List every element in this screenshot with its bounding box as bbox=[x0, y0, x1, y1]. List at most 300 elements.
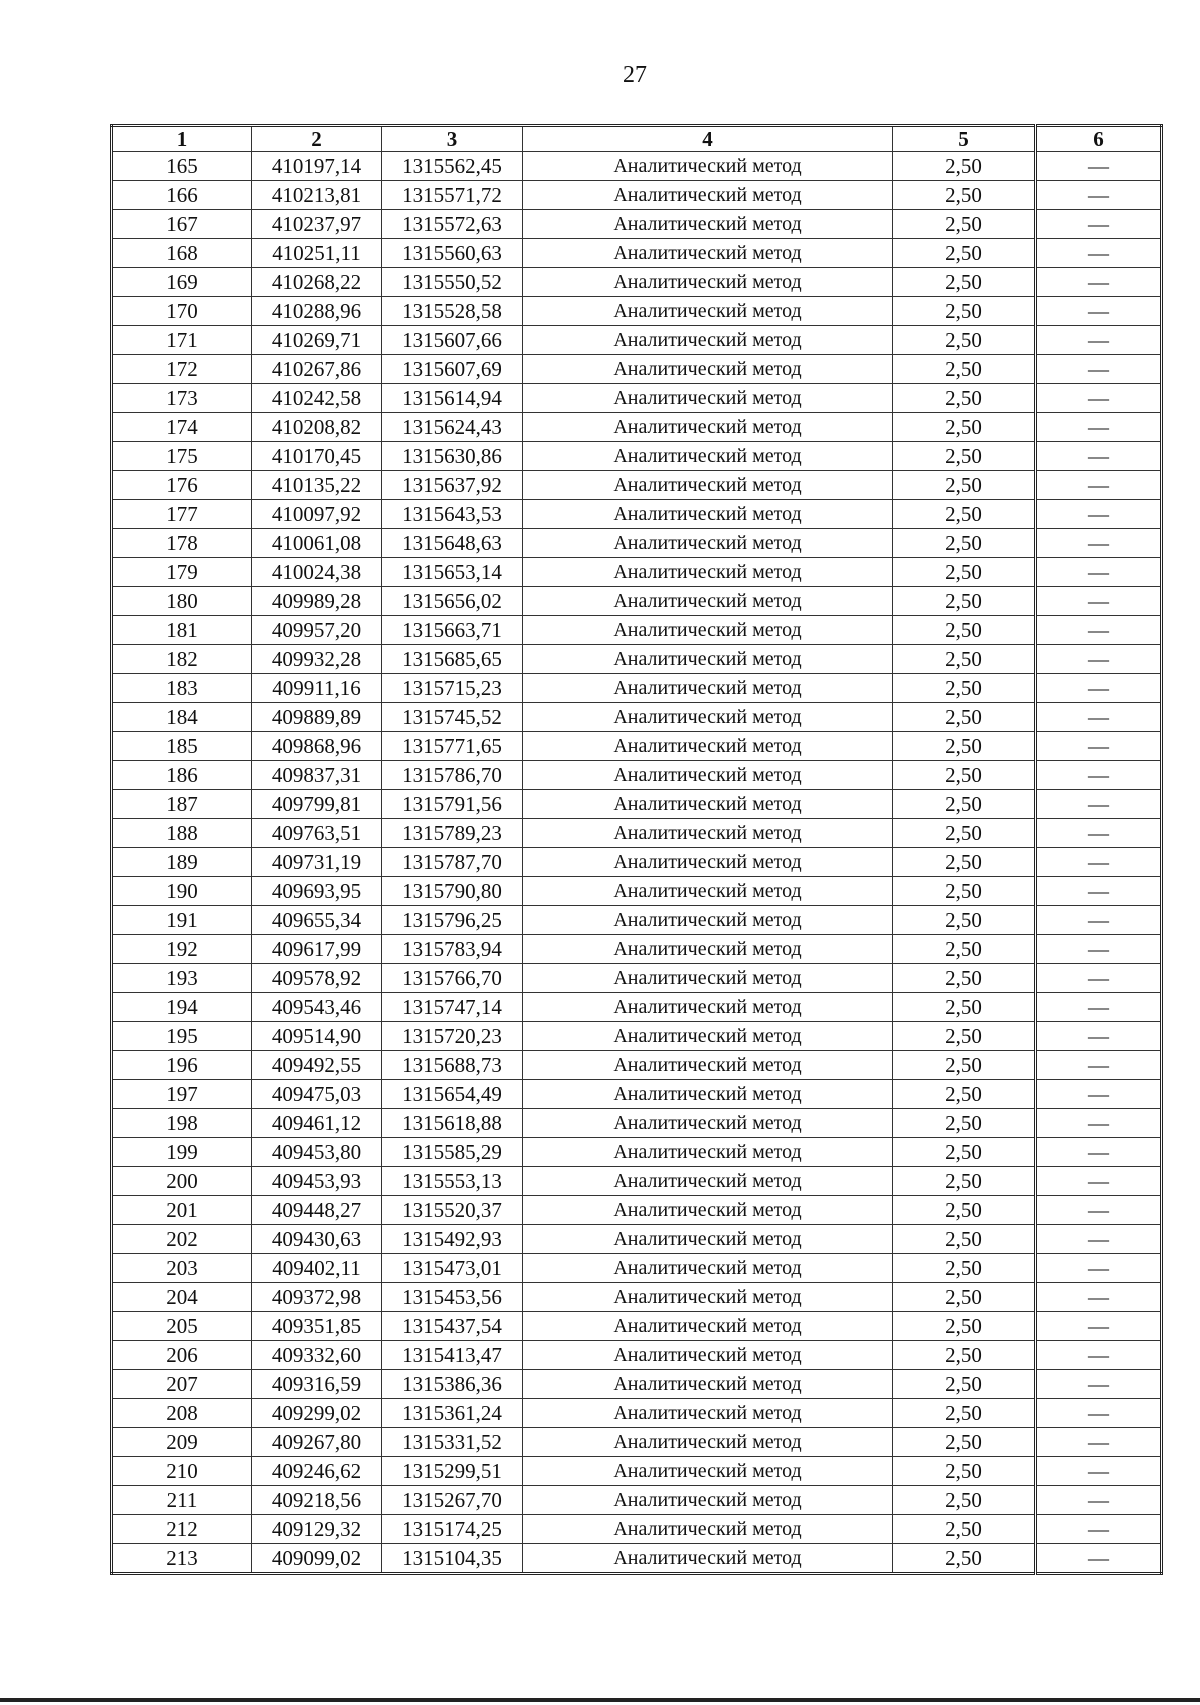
accuracy-cell: 2,50 bbox=[893, 906, 1036, 935]
point-number-cell: 191 bbox=[112, 906, 252, 935]
dash-cell: — bbox=[1036, 500, 1162, 529]
page-bottom-border bbox=[0, 1698, 1200, 1702]
point-number-cell: 194 bbox=[112, 993, 252, 1022]
accuracy-cell: 2,50 bbox=[893, 1457, 1036, 1486]
accuracy-cell: 2,50 bbox=[893, 529, 1036, 558]
point-number-cell: 212 bbox=[112, 1515, 252, 1544]
y-coordinate-cell: 1315766,70 bbox=[382, 964, 523, 993]
accuracy-cell: 2,50 bbox=[893, 471, 1036, 500]
x-coordinate-cell: 409889,89 bbox=[252, 703, 382, 732]
table-row bbox=[112, 819, 1162, 848]
table-row bbox=[112, 268, 1162, 297]
method-cell: Аналитический метод bbox=[523, 906, 893, 935]
accuracy-cell: 2,50 bbox=[893, 848, 1036, 877]
dash-cell: — bbox=[1036, 1399, 1162, 1428]
point-number-cell: 182 bbox=[112, 645, 252, 674]
y-coordinate-cell: 1315607,66 bbox=[382, 326, 523, 355]
dash-cell: — bbox=[1036, 1457, 1162, 1486]
accuracy-cell: 2,50 bbox=[893, 1370, 1036, 1399]
y-coordinate-cell: 1315720,23 bbox=[382, 1022, 523, 1051]
table-row bbox=[112, 1312, 1162, 1341]
table-header-row bbox=[112, 126, 1162, 152]
point-number-cell: 209 bbox=[112, 1428, 252, 1457]
y-coordinate-cell: 1315550,52 bbox=[382, 268, 523, 297]
y-coordinate-cell: 1315571,72 bbox=[382, 181, 523, 210]
point-number-cell: 198 bbox=[112, 1109, 252, 1138]
page-number: 27 bbox=[623, 62, 647, 88]
accuracy-cell: 2,50 bbox=[893, 993, 1036, 1022]
dash-cell: — bbox=[1036, 210, 1162, 239]
point-number-cell: 169 bbox=[112, 268, 252, 297]
accuracy-cell: 2,50 bbox=[893, 790, 1036, 819]
point-number-cell: 208 bbox=[112, 1399, 252, 1428]
accuracy-cell: 2,50 bbox=[893, 413, 1036, 442]
y-coordinate-cell: 1315786,70 bbox=[382, 761, 523, 790]
x-coordinate-cell: 410267,86 bbox=[252, 355, 382, 384]
accuracy-cell: 2,50 bbox=[893, 761, 1036, 790]
accuracy-cell: 2,50 bbox=[893, 645, 1036, 674]
accuracy-cell: 2,50 bbox=[893, 152, 1036, 181]
method-cell: Аналитический метод bbox=[523, 1080, 893, 1109]
dash-cell: — bbox=[1036, 1283, 1162, 1312]
table-row bbox=[112, 239, 1162, 268]
method-cell: Аналитический метод bbox=[523, 558, 893, 587]
y-coordinate-cell: 1315790,80 bbox=[382, 877, 523, 906]
dash-cell: — bbox=[1036, 239, 1162, 268]
method-cell: Аналитический метод bbox=[523, 1109, 893, 1138]
table-row bbox=[112, 500, 1162, 529]
accuracy-cell: 2,50 bbox=[893, 1254, 1036, 1283]
dash-cell: — bbox=[1036, 935, 1162, 964]
table-row bbox=[112, 616, 1162, 645]
table-row bbox=[112, 384, 1162, 413]
x-coordinate-cell: 410197,14 bbox=[252, 152, 382, 181]
table-row bbox=[112, 442, 1162, 471]
method-cell: Аналитический метод bbox=[523, 442, 893, 471]
dash-cell: — bbox=[1036, 1312, 1162, 1341]
dash-cell: — bbox=[1036, 1428, 1162, 1457]
point-number-cell: 179 bbox=[112, 558, 252, 587]
point-number-cell: 178 bbox=[112, 529, 252, 558]
point-number-cell: 199 bbox=[112, 1138, 252, 1167]
dash-cell: — bbox=[1036, 703, 1162, 732]
dash-cell: — bbox=[1036, 268, 1162, 297]
x-coordinate-cell: 409799,81 bbox=[252, 790, 382, 819]
dash-cell: — bbox=[1036, 674, 1162, 703]
table-row bbox=[112, 935, 1162, 964]
accuracy-cell: 2,50 bbox=[893, 210, 1036, 239]
x-coordinate-cell: 410213,81 bbox=[252, 181, 382, 210]
method-cell: Аналитический метод bbox=[523, 1138, 893, 1167]
table-row bbox=[112, 877, 1162, 906]
x-coordinate-cell: 409453,80 bbox=[252, 1138, 382, 1167]
method-cell: Аналитический метод bbox=[523, 732, 893, 761]
x-coordinate-cell: 409299,02 bbox=[252, 1399, 382, 1428]
point-number-cell: 203 bbox=[112, 1254, 252, 1283]
y-coordinate-cell: 1315637,92 bbox=[382, 471, 523, 500]
dash-cell: — bbox=[1036, 1138, 1162, 1167]
x-coordinate-cell: 409267,80 bbox=[252, 1428, 382, 1457]
accuracy-cell: 2,50 bbox=[893, 732, 1036, 761]
table-row bbox=[112, 703, 1162, 732]
x-coordinate-cell: 409763,51 bbox=[252, 819, 382, 848]
method-cell: Аналитический метод bbox=[523, 355, 893, 384]
method-cell: Аналитический метод bbox=[523, 210, 893, 239]
dash-cell: — bbox=[1036, 761, 1162, 790]
table-row bbox=[112, 1080, 1162, 1109]
y-coordinate-cell: 1315624,43 bbox=[382, 413, 523, 442]
y-coordinate-cell: 1315685,65 bbox=[382, 645, 523, 674]
y-coordinate-cell: 1315299,51 bbox=[382, 1457, 523, 1486]
y-coordinate-cell: 1315361,24 bbox=[382, 1399, 523, 1428]
x-coordinate-cell: 409514,90 bbox=[252, 1022, 382, 1051]
method-cell: Аналитический метод bbox=[523, 1370, 893, 1399]
y-coordinate-cell: 1315745,52 bbox=[382, 703, 523, 732]
table-row bbox=[112, 181, 1162, 210]
dash-cell: — bbox=[1036, 732, 1162, 761]
y-coordinate-cell: 1315560,63 bbox=[382, 239, 523, 268]
x-coordinate-cell: 409402,11 bbox=[252, 1254, 382, 1283]
accuracy-cell: 2,50 bbox=[893, 1544, 1036, 1574]
x-coordinate-cell: 409316,59 bbox=[252, 1370, 382, 1399]
method-cell: Аналитический метод bbox=[523, 1225, 893, 1254]
x-coordinate-cell: 410135,22 bbox=[252, 471, 382, 500]
method-cell: Аналитический метод bbox=[523, 1428, 893, 1457]
table-row bbox=[112, 471, 1162, 500]
y-coordinate-cell: 1315492,93 bbox=[382, 1225, 523, 1254]
point-number-cell: 211 bbox=[112, 1486, 252, 1515]
point-number-cell: 205 bbox=[112, 1312, 252, 1341]
point-number-cell: 188 bbox=[112, 819, 252, 848]
accuracy-cell: 2,50 bbox=[893, 1109, 1036, 1138]
table-row bbox=[112, 848, 1162, 877]
point-number-cell: 200 bbox=[112, 1167, 252, 1196]
x-coordinate-cell: 409099,02 bbox=[252, 1544, 382, 1574]
point-number-cell: 168 bbox=[112, 239, 252, 268]
method-cell: Аналитический метод bbox=[523, 1341, 893, 1370]
x-coordinate-cell: 409332,60 bbox=[252, 1341, 382, 1370]
method-cell: Аналитический метод bbox=[523, 819, 893, 848]
point-number-cell: 171 bbox=[112, 326, 252, 355]
accuracy-cell: 2,50 bbox=[893, 1341, 1036, 1370]
point-number-cell: 165 bbox=[112, 152, 252, 181]
method-cell: Аналитический метод bbox=[523, 674, 893, 703]
accuracy-cell: 2,50 bbox=[893, 1167, 1036, 1196]
table-row bbox=[112, 790, 1162, 819]
table-row bbox=[112, 1428, 1162, 1457]
point-number-cell: 177 bbox=[112, 500, 252, 529]
y-coordinate-cell: 1315618,88 bbox=[382, 1109, 523, 1138]
y-coordinate-cell: 1315614,94 bbox=[382, 384, 523, 413]
method-cell: Аналитический метод bbox=[523, 587, 893, 616]
table-row bbox=[112, 1283, 1162, 1312]
dash-cell: — bbox=[1036, 442, 1162, 471]
x-coordinate-cell: 409129,32 bbox=[252, 1515, 382, 1544]
accuracy-cell: 2,50 bbox=[893, 1399, 1036, 1428]
y-coordinate-cell: 1315585,29 bbox=[382, 1138, 523, 1167]
method-cell: Аналитический метод bbox=[523, 326, 893, 355]
table-row bbox=[112, 761, 1162, 790]
table-row bbox=[112, 1196, 1162, 1225]
point-number-cell: 173 bbox=[112, 384, 252, 413]
method-cell: Аналитический метод bbox=[523, 1399, 893, 1428]
method-cell: Аналитический метод bbox=[523, 529, 893, 558]
accuracy-cell: 2,50 bbox=[893, 1515, 1036, 1544]
method-cell: Аналитический метод bbox=[523, 413, 893, 442]
y-coordinate-cell: 1315787,70 bbox=[382, 848, 523, 877]
point-number-cell: 213 bbox=[112, 1544, 252, 1574]
column-header-3: 3 bbox=[382, 126, 523, 152]
table-body bbox=[112, 152, 1162, 1574]
point-number-cell: 184 bbox=[112, 703, 252, 732]
method-cell: Аналитический метод bbox=[523, 877, 893, 906]
method-cell: Аналитический метод bbox=[523, 1486, 893, 1515]
x-coordinate-cell: 410251,11 bbox=[252, 239, 382, 268]
coordinates-table bbox=[110, 124, 1163, 1575]
y-coordinate-cell: 1315630,86 bbox=[382, 442, 523, 471]
x-coordinate-cell: 409868,96 bbox=[252, 732, 382, 761]
point-number-cell: 207 bbox=[112, 1370, 252, 1399]
method-cell: Аналитический метод bbox=[523, 616, 893, 645]
y-coordinate-cell: 1315656,02 bbox=[382, 587, 523, 616]
table-row bbox=[112, 326, 1162, 355]
y-coordinate-cell: 1315607,69 bbox=[382, 355, 523, 384]
dash-cell: — bbox=[1036, 964, 1162, 993]
table-row bbox=[112, 1486, 1162, 1515]
accuracy-cell: 2,50 bbox=[893, 616, 1036, 645]
accuracy-cell: 2,50 bbox=[893, 1080, 1036, 1109]
dash-cell: — bbox=[1036, 529, 1162, 558]
point-number-cell: 167 bbox=[112, 210, 252, 239]
x-coordinate-cell: 410170,45 bbox=[252, 442, 382, 471]
point-number-cell: 180 bbox=[112, 587, 252, 616]
table-row bbox=[112, 1515, 1162, 1544]
method-cell: Аналитический метод bbox=[523, 1457, 893, 1486]
x-coordinate-cell: 409731,19 bbox=[252, 848, 382, 877]
column-header-4: 4 bbox=[523, 126, 893, 152]
x-coordinate-cell: 410288,96 bbox=[252, 297, 382, 326]
method-cell: Аналитический метод bbox=[523, 761, 893, 790]
dash-cell: — bbox=[1036, 1544, 1162, 1574]
y-coordinate-cell: 1315783,94 bbox=[382, 935, 523, 964]
y-coordinate-cell: 1315688,73 bbox=[382, 1051, 523, 1080]
accuracy-cell: 2,50 bbox=[893, 877, 1036, 906]
accuracy-cell: 2,50 bbox=[893, 326, 1036, 355]
dash-cell: — bbox=[1036, 355, 1162, 384]
accuracy-cell: 2,50 bbox=[893, 384, 1036, 413]
accuracy-cell: 2,50 bbox=[893, 297, 1036, 326]
method-cell: Аналитический метод bbox=[523, 239, 893, 268]
x-coordinate-cell: 410024,38 bbox=[252, 558, 382, 587]
point-number-cell: 175 bbox=[112, 442, 252, 471]
table-row bbox=[112, 355, 1162, 384]
x-coordinate-cell: 409989,28 bbox=[252, 587, 382, 616]
x-coordinate-cell: 409475,03 bbox=[252, 1080, 382, 1109]
point-number-cell: 204 bbox=[112, 1283, 252, 1312]
column-header-6: 6 bbox=[1036, 126, 1162, 152]
table-row bbox=[112, 1370, 1162, 1399]
table-row bbox=[112, 1341, 1162, 1370]
x-coordinate-cell: 409578,92 bbox=[252, 964, 382, 993]
point-number-cell: 166 bbox=[112, 181, 252, 210]
dash-cell: — bbox=[1036, 616, 1162, 645]
y-coordinate-cell: 1315747,14 bbox=[382, 993, 523, 1022]
table-row bbox=[112, 1544, 1162, 1574]
dash-cell: — bbox=[1036, 819, 1162, 848]
method-cell: Аналитический метод bbox=[523, 993, 893, 1022]
dash-cell: — bbox=[1036, 1109, 1162, 1138]
y-coordinate-cell: 1315528,58 bbox=[382, 297, 523, 326]
table-row bbox=[112, 558, 1162, 587]
accuracy-cell: 2,50 bbox=[893, 558, 1036, 587]
point-number-cell: 186 bbox=[112, 761, 252, 790]
dash-cell: — bbox=[1036, 1167, 1162, 1196]
dash-cell: — bbox=[1036, 1254, 1162, 1283]
dash-cell: — bbox=[1036, 790, 1162, 819]
y-coordinate-cell: 1315553,13 bbox=[382, 1167, 523, 1196]
table-row bbox=[112, 1022, 1162, 1051]
point-number-cell: 185 bbox=[112, 732, 252, 761]
dash-cell: — bbox=[1036, 1022, 1162, 1051]
x-coordinate-cell: 410097,92 bbox=[252, 500, 382, 529]
dash-cell: — bbox=[1036, 848, 1162, 877]
y-coordinate-cell: 1315715,23 bbox=[382, 674, 523, 703]
method-cell: Аналитический метод bbox=[523, 1312, 893, 1341]
accuracy-cell: 2,50 bbox=[893, 819, 1036, 848]
dash-cell: — bbox=[1036, 1051, 1162, 1080]
accuracy-cell: 2,50 bbox=[893, 181, 1036, 210]
method-cell: Аналитический метод bbox=[523, 703, 893, 732]
accuracy-cell: 2,50 bbox=[893, 500, 1036, 529]
method-cell: Аналитический метод bbox=[523, 1283, 893, 1312]
x-coordinate-cell: 410269,71 bbox=[252, 326, 382, 355]
dash-cell: — bbox=[1036, 587, 1162, 616]
point-number-cell: 174 bbox=[112, 413, 252, 442]
x-coordinate-cell: 409448,27 bbox=[252, 1196, 382, 1225]
dash-cell: — bbox=[1036, 471, 1162, 500]
column-header-2: 2 bbox=[252, 126, 382, 152]
method-cell: Аналитический метод bbox=[523, 1254, 893, 1283]
method-cell: Аналитический метод bbox=[523, 1196, 893, 1225]
table-row bbox=[112, 645, 1162, 674]
y-coordinate-cell: 1315437,54 bbox=[382, 1312, 523, 1341]
dash-cell: — bbox=[1036, 906, 1162, 935]
dash-cell: — bbox=[1036, 1196, 1162, 1225]
point-number-cell: 176 bbox=[112, 471, 252, 500]
accuracy-cell: 2,50 bbox=[893, 268, 1036, 297]
accuracy-cell: 2,50 bbox=[893, 442, 1036, 471]
accuracy-cell: 2,50 bbox=[893, 1051, 1036, 1080]
dash-cell: — bbox=[1036, 413, 1162, 442]
point-number-cell: 187 bbox=[112, 790, 252, 819]
accuracy-cell: 2,50 bbox=[893, 1196, 1036, 1225]
y-coordinate-cell: 1315654,49 bbox=[382, 1080, 523, 1109]
method-cell: Аналитический метод bbox=[523, 471, 893, 500]
table-row bbox=[112, 152, 1162, 181]
x-coordinate-cell: 409957,20 bbox=[252, 616, 382, 645]
y-coordinate-cell: 1315643,53 bbox=[382, 500, 523, 529]
x-coordinate-cell: 410237,97 bbox=[252, 210, 382, 239]
accuracy-cell: 2,50 bbox=[893, 674, 1036, 703]
method-cell: Аналитический метод bbox=[523, 384, 893, 413]
x-coordinate-cell: 410061,08 bbox=[252, 529, 382, 558]
dash-cell: — bbox=[1036, 297, 1162, 326]
accuracy-cell: 2,50 bbox=[893, 964, 1036, 993]
accuracy-cell: 2,50 bbox=[893, 587, 1036, 616]
y-coordinate-cell: 1315104,35 bbox=[382, 1544, 523, 1574]
table-row bbox=[112, 1399, 1162, 1428]
y-coordinate-cell: 1315562,45 bbox=[382, 152, 523, 181]
x-coordinate-cell: 409617,99 bbox=[252, 935, 382, 964]
point-number-cell: 202 bbox=[112, 1225, 252, 1254]
dash-cell: — bbox=[1036, 993, 1162, 1022]
dash-cell: — bbox=[1036, 1515, 1162, 1544]
method-cell: Аналитический метод bbox=[523, 152, 893, 181]
point-number-cell: 192 bbox=[112, 935, 252, 964]
point-number-cell: 201 bbox=[112, 1196, 252, 1225]
y-coordinate-cell: 1315413,47 bbox=[382, 1341, 523, 1370]
method-cell: Аналитический метод bbox=[523, 1022, 893, 1051]
table-row bbox=[112, 674, 1162, 703]
table-row bbox=[112, 1254, 1162, 1283]
y-coordinate-cell: 1315796,25 bbox=[382, 906, 523, 935]
table-row bbox=[112, 529, 1162, 558]
x-coordinate-cell: 409932,28 bbox=[252, 645, 382, 674]
dash-cell: — bbox=[1036, 877, 1162, 906]
accuracy-cell: 2,50 bbox=[893, 703, 1036, 732]
table-row bbox=[112, 587, 1162, 616]
y-coordinate-cell: 1315386,36 bbox=[382, 1370, 523, 1399]
x-coordinate-cell: 410242,58 bbox=[252, 384, 382, 413]
table-row bbox=[112, 1225, 1162, 1254]
x-coordinate-cell: 409351,85 bbox=[252, 1312, 382, 1341]
point-number-cell: 181 bbox=[112, 616, 252, 645]
point-number-cell: 196 bbox=[112, 1051, 252, 1080]
table-row bbox=[112, 1167, 1162, 1196]
method-cell: Аналитический метод bbox=[523, 790, 893, 819]
y-coordinate-cell: 1315331,52 bbox=[382, 1428, 523, 1457]
method-cell: Аналитический метод bbox=[523, 645, 893, 674]
x-coordinate-cell: 409655,34 bbox=[252, 906, 382, 935]
accuracy-cell: 2,50 bbox=[893, 935, 1036, 964]
table-row bbox=[112, 732, 1162, 761]
method-cell: Аналитический метод bbox=[523, 1515, 893, 1544]
point-number-cell: 210 bbox=[112, 1457, 252, 1486]
table-row bbox=[112, 1051, 1162, 1080]
method-cell: Аналитический метод bbox=[523, 1544, 893, 1574]
accuracy-cell: 2,50 bbox=[893, 1486, 1036, 1515]
accuracy-cell: 2,50 bbox=[893, 239, 1036, 268]
point-number-cell: 193 bbox=[112, 964, 252, 993]
dash-cell: — bbox=[1036, 1486, 1162, 1515]
accuracy-cell: 2,50 bbox=[893, 1428, 1036, 1457]
column-header-5: 5 bbox=[893, 126, 1036, 152]
point-number-cell: 183 bbox=[112, 674, 252, 703]
y-coordinate-cell: 1315791,56 bbox=[382, 790, 523, 819]
method-cell: Аналитический метод bbox=[523, 964, 893, 993]
y-coordinate-cell: 1315648,63 bbox=[382, 529, 523, 558]
table-row bbox=[112, 906, 1162, 935]
column-header-1: 1 bbox=[112, 126, 252, 152]
y-coordinate-cell: 1315789,23 bbox=[382, 819, 523, 848]
y-coordinate-cell: 1315572,63 bbox=[382, 210, 523, 239]
y-coordinate-cell: 1315473,01 bbox=[382, 1254, 523, 1283]
point-number-cell: 170 bbox=[112, 297, 252, 326]
y-coordinate-cell: 1315174,25 bbox=[382, 1515, 523, 1544]
dash-cell: — bbox=[1036, 326, 1162, 355]
point-number-cell: 172 bbox=[112, 355, 252, 384]
y-coordinate-cell: 1315267,70 bbox=[382, 1486, 523, 1515]
